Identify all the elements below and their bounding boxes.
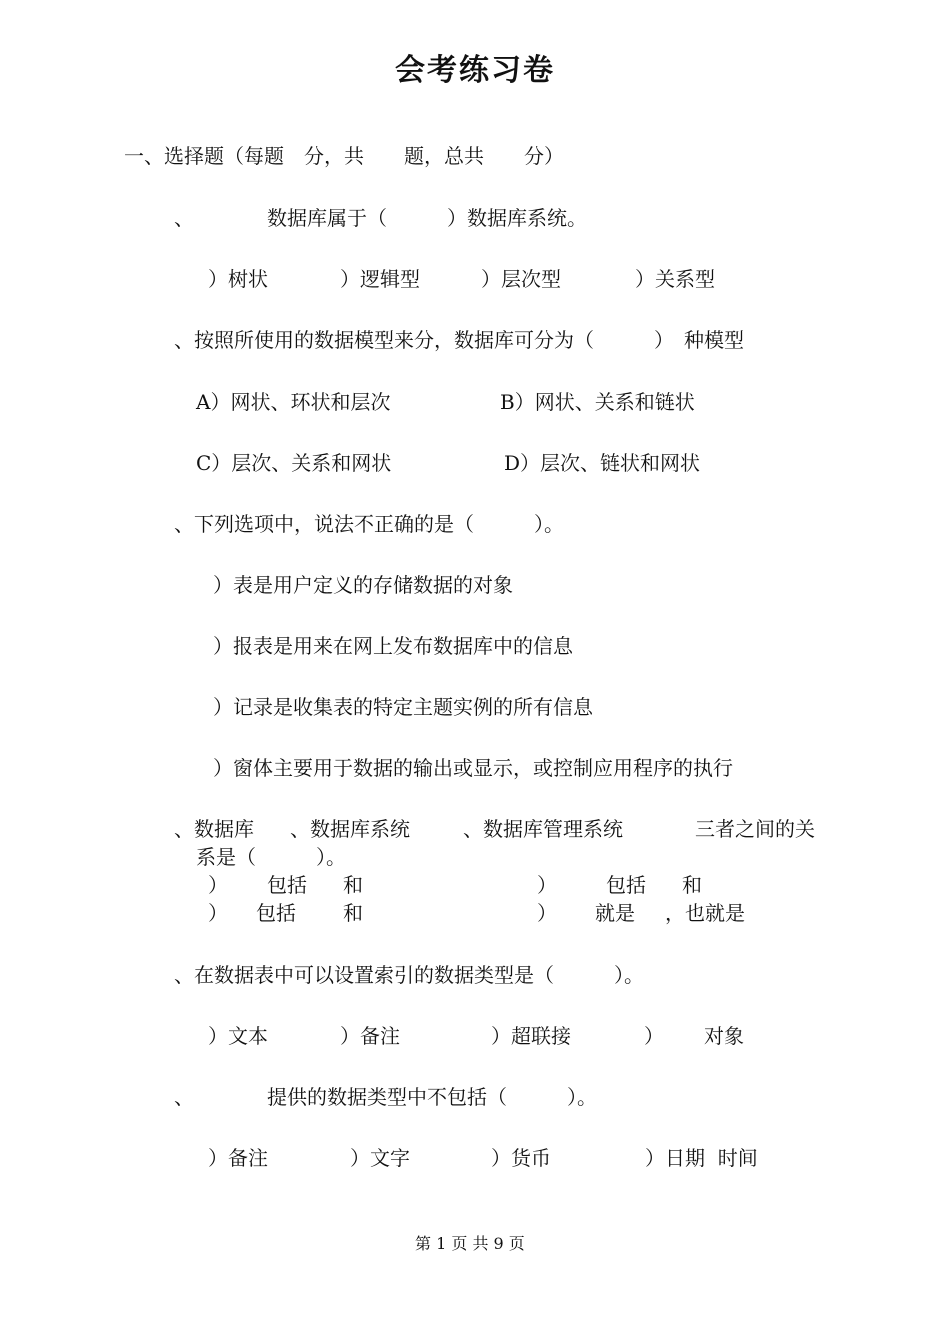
q4-stem-line-2: 系是（ ）。 — [196, 845, 346, 869]
q2-option-a: A）网状、环状和层次 — [196, 390, 391, 414]
q3-option-a: ）表是用户定义的存储数据的对象 — [213, 573, 513, 597]
q3-option-d: ）窗体主要用于数据的输出或显示，或控制应用程序的执行 — [213, 756, 733, 780]
q3-option-b: ）报表是用来在网上发布数据库中的信息 — [213, 634, 573, 658]
q4-option-d-paren: ） — [537, 901, 557, 925]
q5-option-d-paren: ） — [644, 1024, 664, 1048]
section-heading: 一、选择题（每题 分，共 题，总共 分） — [124, 144, 564, 168]
q2-option-c: C）层次、关系和网状 — [196, 451, 392, 475]
q5-option-d-text: 对象 — [704, 1024, 744, 1048]
q4-stem-part-4: 三者之间的关 — [695, 817, 815, 841]
q4-option-c-verb: 包括 — [256, 901, 296, 925]
q6-option-d: ）日期 时间 — [645, 1146, 758, 1170]
q6-option-c: ）货币 — [491, 1146, 551, 1170]
q5-stem: 、在数据表中可以设置索引的数据类型是（ ）。 — [174, 963, 644, 987]
q4-stem-part-2: 、数据库系统 — [290, 817, 410, 841]
q5-option-c: ）超联接 — [491, 1024, 571, 1048]
q4-option-c-and: 和 — [343, 901, 363, 925]
q2-option-d: D）层次、链状和网状 — [504, 451, 701, 475]
q1-option-a: ）树状 — [208, 267, 268, 291]
q4-option-b-and: 和 — [682, 873, 702, 897]
page-footer: 第 1 页 共 9 页 — [415, 1234, 525, 1253]
q4-option-b-paren: ） — [537, 873, 557, 897]
q1-stem: 数据库属于（ ）数据库系统。 — [267, 206, 587, 230]
q2-stem: 、按照所使用的数据模型来分，数据库可分为（ ） 种模型 — [174, 328, 744, 352]
q4-option-c-paren: ） — [208, 901, 228, 925]
q5-option-a: ）文本 — [208, 1024, 268, 1048]
q1-option-c: ）层次型 — [481, 267, 561, 291]
q4-option-a-verb: 包括 — [267, 873, 307, 897]
q5-option-b: ）备注 — [340, 1024, 400, 1048]
q6-option-a: ）备注 — [208, 1146, 268, 1170]
page-title: 会考练习卷 — [395, 53, 555, 88]
q2-option-b: B）网状、关系和链状 — [500, 390, 695, 414]
q1-option-b: ）逻辑型 — [340, 267, 420, 291]
q4-option-a-and: 和 — [343, 873, 363, 897]
q4-option-b-verb: 包括 — [606, 873, 646, 897]
q6-option-b: ）文字 — [350, 1146, 410, 1170]
q1-number-mark: 、 — [174, 206, 194, 230]
q6-stem: 提供的数据类型中不包括（ ）。 — [267, 1085, 597, 1109]
q4-option-d-also: ，也就是 — [665, 901, 745, 925]
q4-stem-part-3: 、数据库管理系统 — [463, 817, 623, 841]
q4-stem-part-1: 、数据库 — [174, 817, 254, 841]
q3-stem: 、下列选项中，说法不正确的是（ ）。 — [174, 512, 564, 536]
q1-option-d: ）关系型 — [635, 267, 715, 291]
q4-option-d-verb: 就是 — [595, 901, 635, 925]
q3-option-c: ）记录是收集表的特定主题实例的所有信息 — [213, 695, 593, 719]
q4-option-a-paren: ） — [208, 873, 228, 897]
q6-number-mark: 、 — [174, 1085, 194, 1109]
